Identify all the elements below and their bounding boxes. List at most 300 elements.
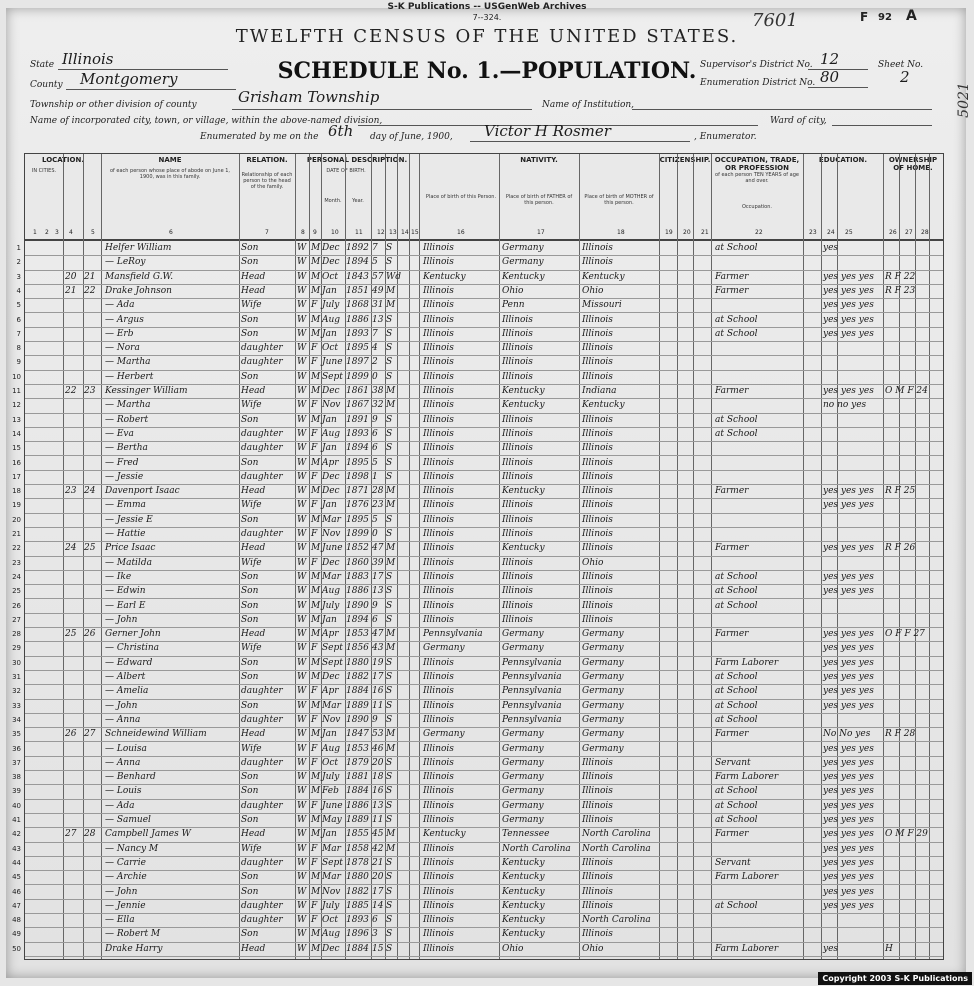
birthplace: Illinois bbox=[423, 614, 454, 625]
dwelling-number bbox=[65, 513, 83, 527]
father-birthplace: Pennsylvania bbox=[502, 700, 562, 711]
birthplace: Illinois bbox=[423, 414, 454, 425]
color: W bbox=[297, 271, 307, 282]
marital-status: M bbox=[386, 400, 396, 411]
mother-birthplace: Germany bbox=[582, 629, 624, 640]
marital-status: S bbox=[386, 929, 393, 940]
color: W bbox=[297, 743, 307, 754]
birthplace: Illinois bbox=[423, 314, 454, 325]
sex: M bbox=[311, 371, 321, 382]
father-birthplace: Illinois bbox=[502, 443, 533, 454]
birth-year: 1886 bbox=[346, 314, 369, 325]
age: 5 bbox=[372, 514, 378, 525]
birth-year: 1894 bbox=[346, 614, 369, 625]
family-number bbox=[84, 813, 101, 827]
column-number: 3 bbox=[55, 229, 59, 236]
father-birthplace: Kentucky bbox=[502, 271, 545, 282]
birth-month: Aug bbox=[322, 586, 341, 597]
row-number: 3 bbox=[16, 272, 21, 281]
row-number: 5 bbox=[16, 301, 21, 310]
birth-month: Apr bbox=[322, 629, 339, 640]
age: 6 bbox=[372, 915, 378, 926]
birth-month: Mar bbox=[322, 843, 341, 854]
birth-month: Jan bbox=[322, 414, 337, 425]
relation: daughter bbox=[241, 343, 283, 354]
education: yes bbox=[823, 943, 839, 954]
column-number: 23 bbox=[809, 229, 817, 236]
row-number: 4 bbox=[16, 286, 21, 295]
mother-birthplace: Germany bbox=[582, 729, 624, 740]
column-number: 2 bbox=[45, 229, 49, 236]
city-label: Name of incorporated city, town, or village, within the above-named division, bbox=[30, 116, 383, 126]
person-name: Mansfield G.W. bbox=[105, 271, 174, 282]
birth-year: 1893 bbox=[346, 428, 369, 439]
row-number: 36 bbox=[12, 744, 21, 753]
table-row bbox=[12, 370, 943, 385]
birth-year: 1883 bbox=[346, 571, 369, 582]
birth-year: 1843 bbox=[346, 271, 369, 282]
occupation bbox=[715, 470, 801, 484]
marital-status: M bbox=[386, 743, 396, 754]
publisher-line: S-K Publications -- USGenWeb Archives bbox=[387, 2, 587, 12]
ownership bbox=[885, 870, 941, 884]
birth-year: 1894 bbox=[346, 257, 369, 268]
color: W bbox=[297, 443, 307, 454]
birth-year: 1853 bbox=[346, 743, 369, 754]
column-number: 7 bbox=[265, 229, 269, 236]
birth-month: Nov bbox=[322, 714, 341, 725]
sex: M bbox=[311, 815, 321, 825]
marital-status: S bbox=[386, 886, 393, 897]
birth-month: July bbox=[322, 300, 340, 311]
birth-month: Nov bbox=[322, 529, 341, 539]
education: yes yes yes bbox=[823, 857, 874, 868]
education: yes yes yes bbox=[823, 686, 874, 697]
age: 42 bbox=[372, 843, 384, 854]
birthplace: Illinois bbox=[423, 428, 454, 439]
birthplace: Illinois bbox=[423, 257, 454, 268]
dwelling-number bbox=[65, 670, 83, 684]
family-number: 26 bbox=[84, 629, 96, 640]
birth-month: June bbox=[322, 357, 343, 368]
person-name: — LeRoy bbox=[105, 257, 146, 268]
dwelling-number bbox=[65, 441, 83, 455]
relation: daughter bbox=[241, 800, 283, 811]
birthplace: Illinois bbox=[423, 657, 454, 668]
column-number: 9 bbox=[313, 229, 317, 236]
ownership bbox=[885, 699, 941, 713]
ownership bbox=[885, 398, 941, 412]
father-birthplace: Tennessee bbox=[502, 829, 550, 840]
mother-birthplace: Ohio bbox=[582, 285, 604, 296]
family-number bbox=[84, 699, 101, 713]
table-row bbox=[12, 827, 943, 842]
occupation bbox=[715, 298, 801, 312]
dwelling-number bbox=[65, 713, 83, 727]
relation: daughter bbox=[241, 714, 283, 725]
row-number: 27 bbox=[12, 615, 21, 624]
family-number bbox=[84, 241, 101, 255]
dwelling-number: 20 bbox=[65, 271, 77, 282]
ownership bbox=[885, 927, 941, 941]
ownership: O M F 24 bbox=[885, 386, 928, 396]
dwelling-number: 26 bbox=[65, 729, 77, 740]
sex: F bbox=[311, 529, 318, 539]
birth-month: Mar bbox=[322, 571, 341, 582]
row-number: 44 bbox=[12, 858, 21, 867]
table-row bbox=[12, 670, 943, 685]
person-name: — Jennie bbox=[105, 900, 146, 911]
occupation bbox=[715, 927, 801, 941]
person-name: — Amelia bbox=[105, 686, 149, 697]
occupation bbox=[715, 456, 801, 470]
color: W bbox=[297, 543, 307, 554]
color: W bbox=[297, 557, 307, 568]
table-row bbox=[12, 613, 943, 628]
father-birthplace: Germany bbox=[502, 729, 544, 740]
sex: M bbox=[311, 772, 321, 783]
mother-birthplace: Germany bbox=[582, 743, 624, 754]
birth-month: July bbox=[322, 900, 340, 911]
education: yes yes yes bbox=[823, 314, 874, 325]
family-number: 24 bbox=[84, 486, 96, 497]
person-name: — Fred bbox=[105, 457, 139, 468]
ownership: O F F 27 bbox=[885, 629, 925, 640]
marital-status: S bbox=[386, 700, 393, 711]
sex: M bbox=[311, 729, 321, 740]
group-name: NAME bbox=[158, 156, 182, 164]
person-name: — Ada bbox=[105, 300, 135, 311]
person-name: Campbell James W bbox=[105, 829, 191, 840]
row-number: 19 bbox=[12, 501, 21, 510]
enumerated-label: Enumerated by me on the bbox=[200, 132, 319, 142]
birthplace: Illinois bbox=[423, 386, 454, 396]
person-name: Price Isaac bbox=[105, 543, 156, 554]
age: 19 bbox=[372, 657, 384, 668]
column-number: 27 bbox=[905, 229, 913, 236]
ownership: O M F 29 bbox=[885, 829, 928, 840]
relation: Son bbox=[241, 457, 259, 468]
copyright-notice: Copyright 2003 S-K Publications bbox=[818, 972, 972, 985]
birthplace: Illinois bbox=[423, 443, 454, 454]
father-birthplace: Illinois bbox=[502, 414, 533, 425]
education: No No yes bbox=[823, 729, 871, 740]
table-row bbox=[12, 699, 943, 714]
mother-birthplace: Missouri bbox=[582, 300, 622, 311]
table-row bbox=[12, 899, 943, 914]
occupation: at School bbox=[715, 714, 758, 725]
birth-month: Oct bbox=[322, 271, 339, 282]
table-row bbox=[12, 742, 943, 757]
birth-month: Dec bbox=[322, 386, 340, 396]
birth-month: Oct bbox=[322, 343, 339, 354]
relation: daughter bbox=[241, 686, 283, 697]
dwelling-number bbox=[65, 927, 83, 941]
education bbox=[823, 927, 881, 941]
color: W bbox=[297, 414, 307, 425]
age: 15 bbox=[372, 943, 384, 954]
education: yes yes yes bbox=[823, 815, 874, 825]
color: W bbox=[297, 672, 307, 682]
marital-status: M bbox=[386, 729, 396, 740]
occupation: at School bbox=[715, 786, 758, 797]
occupation: Farmer bbox=[715, 386, 749, 396]
table-row bbox=[12, 570, 943, 585]
mother-birthplace: Illinois bbox=[582, 328, 613, 339]
dwelling-number bbox=[65, 942, 83, 956]
birthplace: Illinois bbox=[423, 714, 454, 725]
age: 13 bbox=[372, 586, 384, 597]
sheet-label: Sheet No. bbox=[878, 60, 924, 70]
father-birthplace: Ohio bbox=[502, 943, 524, 954]
dwelling-number bbox=[65, 842, 83, 856]
ownership bbox=[885, 298, 941, 312]
column-number: 28 bbox=[921, 229, 929, 236]
age: 17 bbox=[372, 886, 384, 897]
education: yes yes yes bbox=[823, 586, 874, 597]
family-number bbox=[84, 742, 101, 756]
occupation: at School bbox=[715, 328, 758, 339]
dwelling-number bbox=[65, 255, 83, 269]
schedule-title: SCHEDULE No. 1.—POPULATION. bbox=[277, 58, 697, 84]
mother-birthplace: Illinois bbox=[582, 243, 613, 253]
column-number: 20 bbox=[683, 229, 691, 236]
column-number: 4 bbox=[69, 229, 73, 236]
occupation bbox=[715, 513, 801, 527]
family-number bbox=[84, 498, 101, 512]
color: W bbox=[297, 371, 307, 382]
mother-birthplace: Illinois bbox=[582, 800, 613, 811]
relation: Head bbox=[241, 629, 266, 640]
relation: daughter bbox=[241, 900, 283, 911]
occupation: Farmer bbox=[715, 729, 749, 740]
father-birthplace: Kentucky bbox=[502, 886, 545, 897]
dwelling-number bbox=[65, 313, 83, 327]
sex: F bbox=[311, 800, 318, 811]
mother-birthplace: Ohio bbox=[582, 557, 604, 568]
sex: M bbox=[311, 700, 321, 711]
marital-status: S bbox=[386, 786, 393, 797]
relation: Head bbox=[241, 729, 266, 740]
occupation bbox=[715, 355, 801, 369]
marital-status: S bbox=[386, 343, 393, 354]
subhead-month: Month. bbox=[324, 198, 342, 204]
father-birthplace: Illinois bbox=[502, 529, 533, 539]
birth-year: 1884 bbox=[346, 686, 369, 697]
color: W bbox=[297, 471, 307, 482]
marital-status: S bbox=[386, 857, 393, 868]
table-row bbox=[12, 813, 943, 828]
age: 13 bbox=[372, 800, 384, 811]
age: 1 bbox=[372, 471, 378, 482]
father-birthplace: Germany bbox=[502, 757, 544, 768]
ownership bbox=[885, 570, 941, 584]
column-number: 13 bbox=[389, 229, 397, 236]
marital-status: M bbox=[386, 829, 396, 840]
dwelling-number bbox=[65, 370, 83, 384]
ward-label: Ward of city, bbox=[770, 116, 827, 126]
relation: Son bbox=[241, 672, 259, 682]
marital-status: S bbox=[386, 328, 393, 339]
color: W bbox=[297, 386, 307, 396]
family-number bbox=[84, 899, 101, 913]
dwelling-number bbox=[65, 556, 83, 570]
occupation bbox=[715, 255, 801, 269]
relation: Son bbox=[241, 314, 259, 325]
row-number: 2 bbox=[16, 258, 21, 267]
person-name: — Ella bbox=[105, 915, 135, 926]
marital-status: S bbox=[386, 357, 393, 368]
dwelling-number bbox=[65, 498, 83, 512]
birth-month: Dec bbox=[322, 257, 340, 268]
family-number bbox=[84, 856, 101, 870]
mother-birthplace: Illinois bbox=[582, 786, 613, 797]
dwelling-number bbox=[65, 570, 83, 584]
birthplace: Illinois bbox=[423, 943, 454, 954]
table-row bbox=[12, 856, 943, 871]
birthplace: Illinois bbox=[423, 700, 454, 711]
marital-status: S bbox=[386, 314, 393, 325]
row-number: 43 bbox=[12, 844, 21, 853]
ownership bbox=[885, 355, 941, 369]
table-row bbox=[12, 470, 943, 485]
birth-year: 1899 bbox=[346, 529, 369, 539]
ownership bbox=[885, 670, 941, 684]
table-row bbox=[12, 541, 943, 556]
age: 18 bbox=[372, 772, 384, 783]
education bbox=[823, 355, 881, 369]
marital-status: M bbox=[386, 629, 396, 640]
father-birthplace: Germany bbox=[502, 629, 544, 640]
person-name: — Bertha bbox=[105, 443, 148, 454]
color: W bbox=[297, 772, 307, 783]
row-number: 24 bbox=[12, 572, 21, 581]
birth-month: July bbox=[322, 600, 340, 611]
birthplace: Kentucky bbox=[423, 271, 466, 282]
table-row bbox=[12, 842, 943, 857]
age: 53 bbox=[372, 729, 384, 740]
row-number: 20 bbox=[12, 515, 21, 524]
table-row bbox=[16, 284, 943, 299]
person-name: — Nora bbox=[105, 343, 140, 354]
column-number: 26 bbox=[889, 229, 897, 236]
education: yes yes yes bbox=[823, 285, 874, 296]
birthplace: Illinois bbox=[423, 400, 454, 411]
family-number bbox=[84, 842, 101, 856]
marital-status: S bbox=[386, 915, 393, 926]
education: yes yes yes bbox=[823, 900, 874, 911]
sex: M bbox=[311, 600, 321, 611]
relation: Son bbox=[241, 257, 259, 268]
ownership bbox=[885, 742, 941, 756]
birth-year: 1884 bbox=[346, 786, 369, 797]
education: yes yes yes bbox=[823, 829, 874, 840]
birthplace: Kentucky bbox=[423, 829, 466, 840]
marital-status: S bbox=[386, 600, 393, 611]
ownership bbox=[885, 470, 941, 484]
mother-birthplace: Germany bbox=[582, 686, 624, 697]
table-row bbox=[16, 355, 943, 370]
marital-status: S bbox=[386, 571, 393, 582]
table-row bbox=[12, 885, 943, 900]
row-number: 35 bbox=[12, 730, 21, 739]
color: W bbox=[297, 586, 307, 597]
group-citizenship: CITIZENSHIP. bbox=[659, 156, 711, 164]
father-birthplace: Illinois bbox=[502, 457, 533, 468]
father-birthplace: Illinois bbox=[502, 357, 533, 368]
person-name: — Nancy M bbox=[105, 843, 159, 854]
age: 4 bbox=[372, 343, 378, 354]
relation: daughter bbox=[241, 857, 283, 868]
age: 11 bbox=[372, 815, 384, 825]
table-row bbox=[12, 599, 943, 614]
subhead-occupation: of each person TEN YEARS of age and over. bbox=[715, 172, 799, 184]
marital-status: M bbox=[386, 643, 396, 654]
birthplace: Illinois bbox=[423, 285, 454, 296]
row-number: 16 bbox=[12, 458, 21, 467]
enumerated-day: 6th bbox=[328, 122, 354, 140]
column-numbers bbox=[25, 229, 943, 239]
father-birthplace: Kentucky bbox=[502, 386, 545, 396]
mother-birthplace: Illinois bbox=[582, 900, 613, 911]
father-birthplace: Kentucky bbox=[502, 900, 545, 911]
age: 2 bbox=[372, 357, 378, 368]
birth-year: 1885 bbox=[346, 900, 369, 911]
dwelling-number: 27 bbox=[65, 829, 77, 840]
census-title: TWELFTH CENSUS OF THE UNITED STATES. bbox=[235, 26, 739, 47]
row-number: 32 bbox=[12, 687, 21, 696]
row-number: 41 bbox=[12, 816, 21, 824]
education bbox=[823, 427, 881, 441]
occupation bbox=[715, 556, 801, 570]
family-number bbox=[84, 355, 101, 369]
marital-status: S bbox=[386, 586, 393, 597]
family-number bbox=[84, 513, 101, 527]
birth-year: 1892 bbox=[346, 243, 369, 253]
sex: M bbox=[311, 886, 321, 897]
family-number bbox=[84, 341, 101, 355]
sex: M bbox=[311, 943, 321, 954]
ownership bbox=[885, 313, 941, 327]
birth-month: Dec bbox=[322, 486, 340, 497]
row-number: 18 bbox=[12, 487, 21, 496]
mother-birthplace: Illinois bbox=[582, 886, 613, 897]
color: W bbox=[297, 900, 307, 911]
age: 47 bbox=[372, 543, 384, 554]
person-name: Drake Harry bbox=[105, 943, 163, 954]
sex: M bbox=[311, 872, 321, 883]
birth-month: Dec bbox=[322, 557, 340, 568]
education: yes yes yes bbox=[823, 271, 874, 282]
row-number: 28 bbox=[12, 630, 21, 639]
subhead-year: Year. bbox=[352, 198, 364, 204]
subhead-nat-person: Place of birth of this Person. bbox=[425, 194, 497, 200]
family-number bbox=[84, 298, 101, 312]
relation: Head bbox=[241, 543, 266, 554]
column-number: 17 bbox=[537, 229, 545, 236]
relation: daughter bbox=[241, 471, 283, 482]
family-number: 23 bbox=[84, 386, 96, 396]
enumerated-mid: day of June, 1900, bbox=[370, 132, 453, 142]
color: W bbox=[297, 643, 307, 654]
dwelling-number bbox=[65, 241, 83, 255]
relation: Son bbox=[241, 786, 259, 797]
table-row bbox=[12, 398, 943, 413]
table-row bbox=[12, 527, 943, 542]
enumerator-label: , Enumerator. bbox=[694, 132, 757, 142]
marital-status: S bbox=[386, 428, 393, 439]
family-number: 25 bbox=[84, 543, 96, 554]
